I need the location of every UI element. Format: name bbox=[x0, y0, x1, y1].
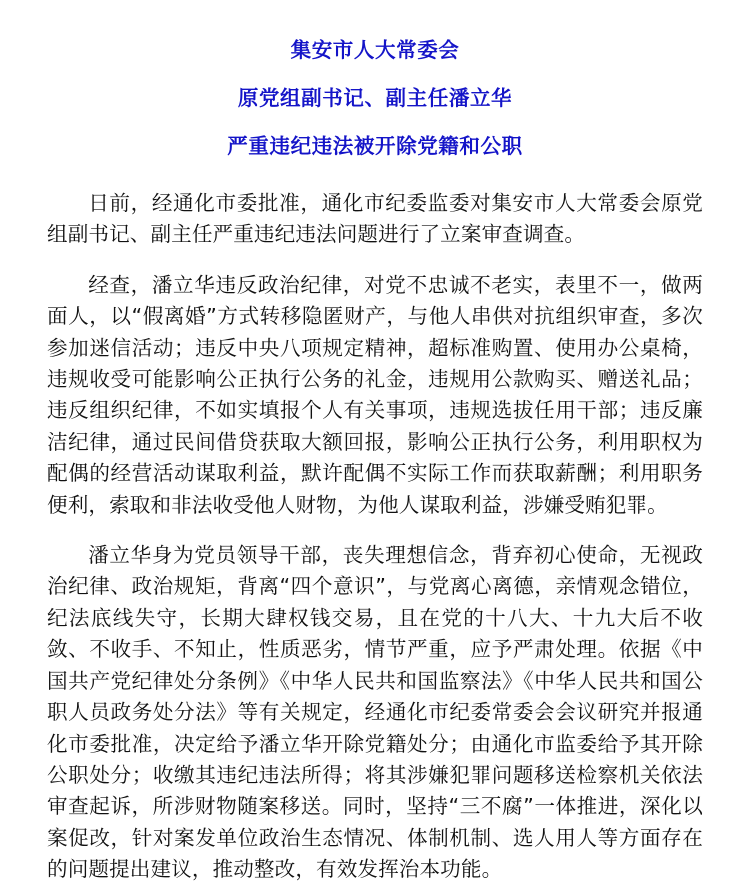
document-title-block bbox=[0, 0, 750, 170]
title-line-3: 严重违纪违法被开除党籍和公职 bbox=[227, 134, 523, 158]
body-paragraph-1: 日前，经通化市委批准，通化市纪委监委对集安市人大常委会原党组副书记、副主任严重违纪违法问题进行了立案审查调查。 bbox=[47, 191, 703, 247]
body-paragraph-2: 经查，潘立华违反政治纪律，对党不忠诚不老实，表里不一，做两面人，以“假离婚”方式转移隐匿财产，与他人串供对抗组织审查，多次参加迷信活动；违反中央八项规定精神，超标准购置、使用办公桌椅，违规收受可能影响公正执行公务的礼金，违规用公款购买、赠送礼品；违反组织纪律，不如实填报个人有关事项，违规选拔任用干部；违反廉洁纪律，通过民间借贷获取大额回报，影响公正执行公务，利用职权为配偶的经营活动谋取利益，默许配偶不实际工作而获取薪酬；利用职务便利，索取和非法收受他人财物，为他人谋取利益，涉嫌受贿犯罪。 bbox=[47, 272, 703, 517]
body-paragraph-3: 潘立华身为党员领导干部，丧失理想信念，背弃初心使命，无视政治纪律、政治规矩，背离“四个意识”，与党离心离德，亲情观念错位，纪法底线失守，长期大肆权钱交易，且在党的十八大、十九大后不收敛、不收手、不知止，性质恶劣，情节严重，应予严肃处理。依据《中国共产党纪律处分条例》《中华人民共和国监察法》《中华人民共和国公职人员政务处分法》等有关规定，经通化市纪委常委会会议研究并报通化市委批准，决定给予潘立华开除党籍处分；由通化市监委给予其开除公职处分；收缴其违纪违法所得；将其涉嫌犯罪问题移送检察机关依法审查起诉，所涉财物随案移送。同时，坚持“三不腐”一体推进，深化以案促改，针对案发单位政治生态情况、体制机制、选人用人等方面存在的问题提出建议，推动整改，有效发挥治本功能。 bbox=[47, 543, 703, 882]
title-line-1: 集安市人大常委会 bbox=[290, 38, 460, 62]
document-body bbox=[0, 188, 750, 886]
title-line-2: 原党组副书记、副主任潘立华 bbox=[237, 86, 513, 110]
